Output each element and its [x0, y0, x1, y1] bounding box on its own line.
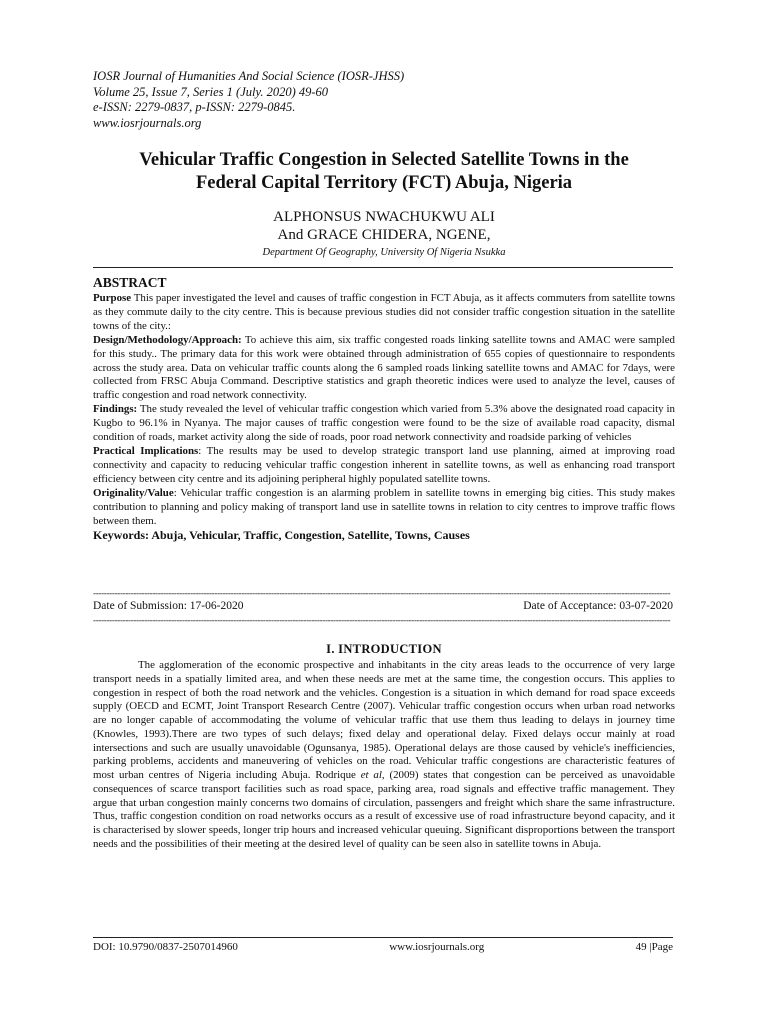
abstract-purpose: [93, 292, 675, 334]
findings-label: Findings:: [93, 403, 138, 416]
abstract-body: [93, 292, 675, 543]
intro-text-1: The agglomeration of the economic prospective and inhabitants in the city areas leads to the occurrence of very large transport needs in a spatially limited area, and when these needs are met at the same time, the congestion occurs. This applies to congestion in respect of both the road network and the vehicles. Congestion is a situation in which demand for road space exceeds supply (OECD and ECMT, Joint Transport Research Centre (2007). Vehicular traffic congestion occurs when urban road networks are no longer capable of accommodating the volume of vehicular traffic that use them thus leading to delays in journey time (Knowles, 1993).There are two types of such delays; fixed delay and operational delay. Fixed delays occur mainly at road intersections and such are usually unavoidable (Ogunsanya, 1985). Operational delays are those caused by vehicle's inefficiencies, parking problems, accidents and maneuvering of vehicles on the road. Vehicular traffic congestions are characteristic features of most urban centres of Nigeria including Abuja. Rodrique: [93, 659, 675, 781]
page-footer: [93, 941, 673, 953]
abstract-design: [93, 334, 675, 404]
abstract-top-rule: [93, 267, 673, 268]
journal-website[interactable]: www.iosrjournals.org: [93, 115, 202, 130]
originality-text: : Vehicular traffic congestion is an alarming problem in satellite towns in emerging big cities. This study makes contribution to planning and policy making of transport land use in satellite towns in relation to city centres to improve traffic flows between them.: [93, 486, 675, 527]
intro-text-2: , (2009) states that congestion can be perceived as unavoidable consequences of scarce transport facilities such as road space, parking area, road signals and effective traffic management. They argue that urban congestion mainly concerns two domains of circulation, passengers and freight which share the same infrastructure. Thus, traffic congestion condition on road networks occurs as a result of excessive use of road infrastructure beyond capacity, and it is characterised by slower speeds, longer trip hours and increased vehicular queuing. Significant disproportions between the transport needs and the possibilities of their meeting at the desired level of quality can be seen also in satellite towns in Abuja.: [93, 769, 675, 850]
keywords-text: Abuja, Vehicular, Traffic, Congestion, Satellite, Towns, Causes: [149, 528, 470, 543]
date-acceptance: Date of Acceptance: 03-07-2020: [523, 600, 673, 612]
keywords: [93, 528, 675, 543]
journal-name: IOSR Journal of Humanities And Social Science (IOSR-JHSS): [93, 69, 405, 83]
journal-header: [93, 69, 404, 131]
footer-doi[interactable]: DOI: 10.9790/0837-2507014960: [93, 941, 238, 953]
introduction-paragraph: [93, 659, 675, 852]
practical-label: Practical Implications: [93, 444, 199, 457]
purpose-label: Purpose: [93, 292, 132, 304]
dates-row: [93, 600, 673, 612]
practical-text: : The results may be used to develop strategic transport land use planning, aimed at improving road connectivity and capacity to reducing vehicular traffic congestion inherent in satellite towns, as well as enhancing road transport efficiency between city centre and its adjoining peripheral highly populated satellite towns.: [93, 444, 675, 485]
intro-et-al: et al: [360, 769, 382, 781]
footer-website[interactable]: www.iosrjournals.org: [389, 941, 485, 953]
author-block: [60, 208, 708, 244]
journal-issn: e-ISSN: 2279-0837, p-ISSN: 2279-0845.: [93, 100, 296, 114]
abstract-practical: [93, 445, 675, 487]
separator-bottom: ----------------------------------------------------------------------------------------------------------------------------------------------------------------------------------------------------------------------: [93, 615, 671, 625]
abstract-findings: [93, 403, 675, 445]
author-2: And GRACE CHIDERA, NGENE,: [277, 227, 491, 243]
author-affiliation: Department Of Geography, University Of Nigeria Nsukka: [262, 247, 506, 258]
findings-text: The study revealed the level of vehicular traffic congestion which varied from 5.3% above the designated road capacity in Kugbo to 96.1% in Nyanya. The major causes of traffic congestion were found to be the size of available road capacity, dismal condition of roads, market activity along the side of roads, poor road network connectivity and roadside parking of vehicles: [93, 403, 675, 444]
title-line-2: Federal Capital Territory (FCT) Abuja, Nigeria: [195, 173, 573, 193]
design-text: To achieve this aim, six traffic congested roads linking satellite towns and AMAC were sampled for this study.. The primary data for this work were obtained through administration of 655 copies of questionnaire to respondents across the study area. Data on vehicular traffic counts along the 6 sampled roads linking satellite towns and AMAC for 7days, were collected from FRSC Abuja Command. Descriptive statistics and graph theoretic indices were used to analyze the level, causes of traffic congestion and road network connectivity.: [93, 333, 675, 402]
title-line-1: Vehicular Traffic Congestion in Selected Satellite Towns in the: [139, 150, 629, 170]
originality-label: Originality/Value: [93, 486, 174, 499]
keywords-label: Keywords:: [93, 528, 149, 543]
footer-rule: [93, 937, 673, 938]
introduction-heading: I. INTRODUCTION: [326, 642, 442, 656]
abstract-heading: ABSTRACT: [93, 275, 167, 290]
author-1: ALPHONSUS NWACHUKWU ALI: [273, 209, 495, 225]
purpose-text: This paper investigated the level and causes of traffic congestion in FCT Abuja, as it affects commuters from satellite towns as they commute daily to the city centre. This is because previous studies did not consider traffic congestion situation in the satellite towns of the city.:: [93, 292, 675, 332]
footer-page-number: 49 |Page: [635, 941, 673, 953]
introduction-body: [93, 659, 675, 852]
separator-top: ----------------------------------------------------------------------------------------------------------------------------------------------------------------------------------------------------------------------: [93, 588, 671, 598]
date-submission: Date of Submission: 17-06-2020: [93, 600, 244, 612]
journal-volume: Volume 25, Issue 7, Series 1 (July. 2020) 49-60: [93, 84, 329, 99]
design-label: Design/Methodology/Approach:: [93, 333, 242, 346]
paper-title: [60, 149, 708, 195]
abstract-originality: [93, 487, 675, 529]
